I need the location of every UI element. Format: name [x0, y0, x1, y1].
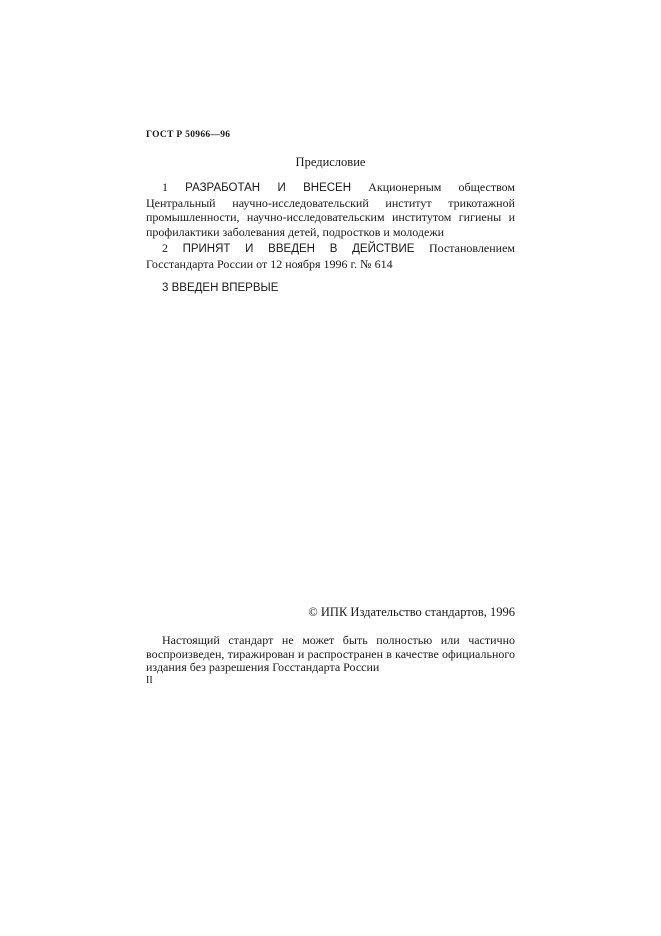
reproduction-notice: Настоящий стандарт не может быть полностью или частично воспроизведен, тиражирован и распространен в качестве официального издания без разрешения Госстандарта России: [146, 633, 515, 675]
page-title: Предисловие: [295, 155, 366, 169]
item-number: 1: [162, 180, 168, 194]
item-number: 2: [162, 241, 168, 255]
foreword-item-3: [146, 281, 515, 296]
item-text: Постановлением Госстандарта России от 12 ноября 1996 г. № 614: [146, 241, 515, 271]
foreword-item-1: [146, 180, 515, 239]
item-text: Акционерным обществом Центральный научно-исследовательский институт трикотажной промышленности, научно-исследовательским институтом гигиены и профилактики заболевания детей, подростков и молодежи: [146, 180, 516, 239]
page-number: II: [146, 675, 153, 686]
copyright-line: © ИПК Издательство стандартов, 1996: [308, 605, 515, 619]
standard-code: ГОСТ Р 50966—96: [146, 130, 231, 140]
item-lead: ВВЕДЕН ВПЕРВЫЕ: [171, 282, 279, 294]
foreword-item-2: [146, 241, 515, 271]
item-lead: РАЗРАБОТАН И ВНЕСЕН: [185, 182, 352, 194]
item-lead: ПРИНЯТ И ВВЕДЕН В ДЕЙСТВИЕ: [182, 243, 415, 255]
item-number: 3: [162, 282, 169, 294]
